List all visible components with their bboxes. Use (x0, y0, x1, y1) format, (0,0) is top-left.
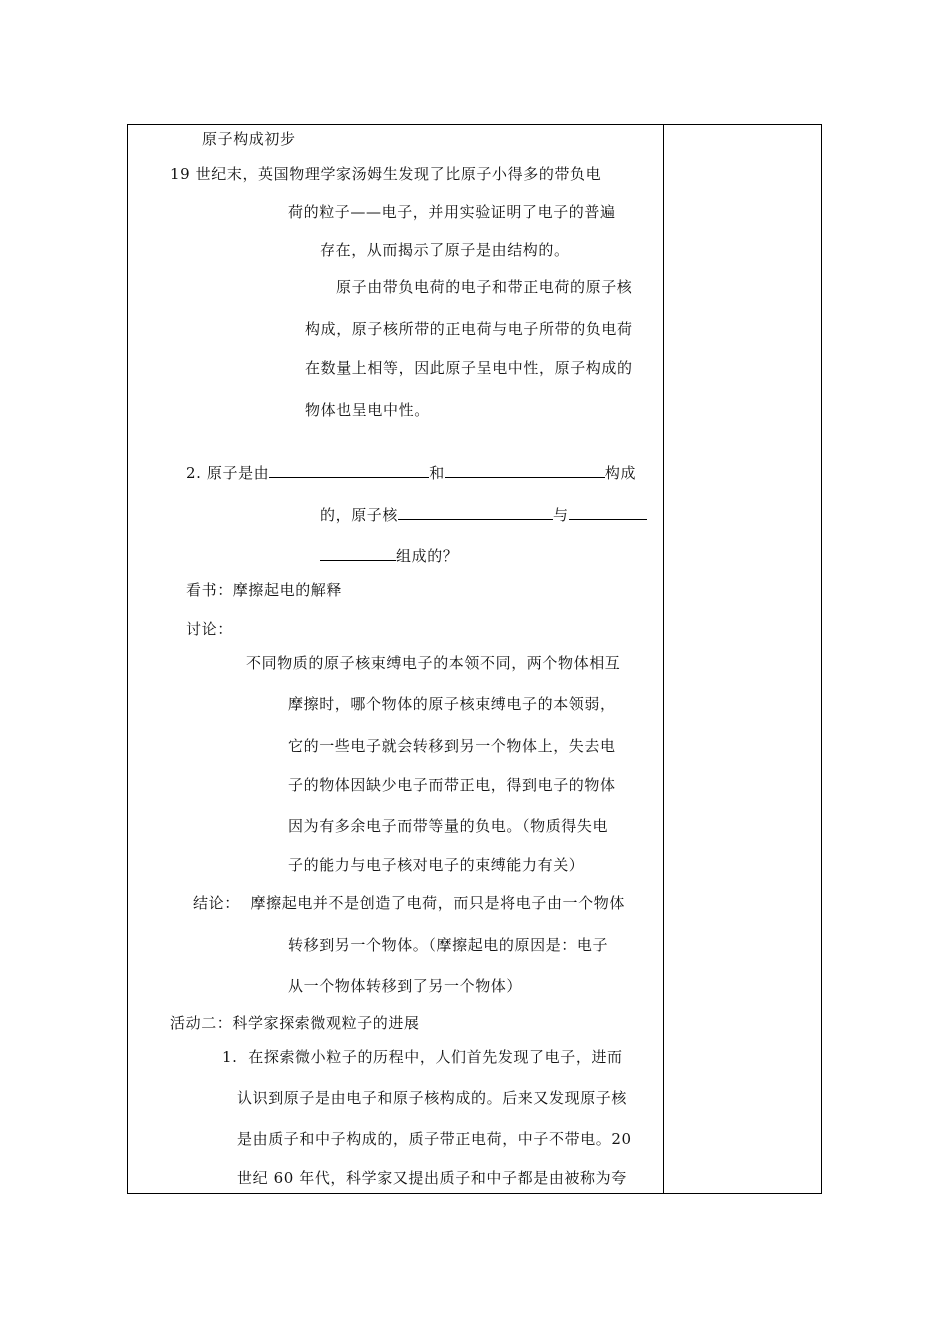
section-heading: 原子构成初步 (202, 130, 296, 148)
fill-blank[interactable] (320, 545, 396, 561)
fill-blank[interactable] (445, 462, 605, 478)
text-line: 认识到原子是由电子和原子核构成的。后来又发现原子核 (237, 1089, 628, 1107)
text-line: 摩擦时，哪个物体的原子核束缚电子的本领弱， (288, 695, 616, 713)
section-heading: 活动二：科学家探索微观粒子的进展 (170, 1014, 420, 1032)
text-line: 它的一些电子就会转移到另一个物体上，失去电 (288, 737, 616, 755)
text-line: 子的能力与电子核对电子的束缚能力有关） (288, 856, 585, 874)
question-line (320, 504, 647, 525)
question-text: 组成的？ (396, 547, 459, 565)
column-divider (663, 124, 664, 1194)
question-line (186, 462, 636, 483)
text-line: 存在，从而揭示了原子是由结构的。 (320, 241, 570, 259)
question-line (320, 545, 458, 566)
question-text: 的，原子核 (320, 506, 399, 524)
fill-blank[interactable] (569, 504, 647, 520)
text-line: 世纪 60 年代，科学家又提出质子和中子都是由被称为夸 (237, 1169, 627, 1187)
text-line: 构成，原子核所带的正电荷与电子所带的负电荷 (305, 320, 633, 338)
text-line: 转移到另一个物体。（摩擦起电的原因是：电子 (288, 936, 609, 954)
text-line: 1. 在探索微小粒子的历程中，人们首先发现了电子，进而 (222, 1048, 623, 1066)
text-line: 物体也呈电中性。 (305, 401, 430, 419)
question-text: 构成 (604, 464, 637, 482)
text-line: 原子由带负电荷的电子和带正电荷的原子核 (336, 278, 633, 296)
text-line: 荷的粒子——电子，并用实验证明了电子的普遍 (288, 203, 616, 221)
text-line: 结论： 摩擦起电并不是创造了电荷，而只是将电子由一个物体 (193, 894, 625, 912)
question-text: 和 (429, 464, 445, 482)
text-line: 是由质子和中子构成的，质子带正电荷，中子不带电。20 (237, 1130, 632, 1148)
fill-blank[interactable] (398, 504, 553, 520)
text-line: 讨论： (186, 620, 233, 638)
text-line: 不同物质的原子核束缚电子的本领不同，两个物体相互 (246, 654, 621, 672)
question-text: 2. 原子是由 (186, 464, 270, 482)
fill-blank[interactable] (269, 462, 429, 478)
text-line: 19 世纪末，英国物理学家汤姆生发现了比原子小得多的带负电 (170, 165, 602, 183)
text-line: 子的物体因缺少电子而带正电，得到电子的物体 (288, 776, 616, 794)
text-line: 从一个物体转移到了另一个物体） (288, 977, 523, 995)
text-line: 因为有多余电子而带等量的负电。（物质得失电 (288, 817, 609, 835)
text-line: 在数量上相等，因此原子呈电中性，原子构成的 (305, 359, 633, 377)
question-text: 与 (553, 506, 569, 524)
text-line: 看书：摩擦起电的解释 (186, 581, 343, 599)
